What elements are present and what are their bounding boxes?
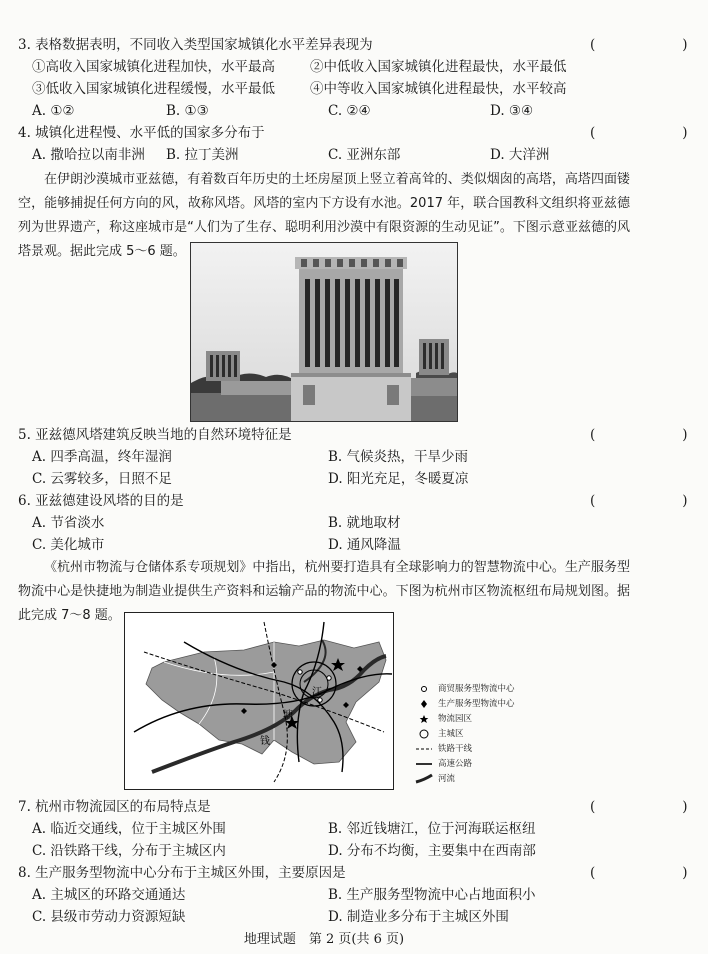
option-a: A. 临近交通线，位于主城区外围 (32, 821, 226, 837)
river-label-tang: 塘 (283, 710, 293, 721)
question-7-stem-line (0, 796, 708, 818)
question-3-statements-row (0, 56, 648, 78)
page-footer: 地理试题 第 2 页(共 6 页) (243, 932, 405, 947)
question-4-stem: 4. 城镇化进程慢、水平低的国家多分布于 (18, 125, 265, 141)
question-7-options-row (0, 840, 648, 862)
option-d: D. 通风降温 (328, 537, 401, 553)
option-b: B. 气候炎热，干旱少雨 (328, 449, 469, 465)
answer-bracket: ( ) (590, 865, 708, 881)
statement-3: ③低收入国家城镇化进程缓慢，水平最低 (32, 81, 275, 97)
question-3-statements-row (0, 78, 648, 100)
river-label-jiang: 江 (312, 687, 322, 698)
answer-bracket: ( ) (590, 427, 708, 443)
question-4-options (0, 144, 648, 166)
windcatcher-photo (190, 242, 458, 422)
question-3-options (0, 100, 648, 122)
option-b: B. 拉丁美洲 (166, 147, 239, 163)
option-c: C. 县级市劳动力资源短缺 (32, 909, 186, 925)
legend-label: 河流 (438, 774, 456, 784)
question-8-options-row (0, 906, 648, 928)
option-d: D. ③④ (490, 103, 534, 119)
statement-2: ②中低收入国家城镇化进程最快，水平最低 (310, 59, 567, 75)
option-b: B. ①③ (166, 103, 209, 119)
river-icon (416, 770, 432, 788)
question-8-stem: 8. 生产服务型物流中心分布于主城区外围，主要原因是 (18, 865, 346, 881)
reading-passage-windcatcher: 在伊朗沙漠城市亚兹德，有着数百年历史的土坯房屋顶上竖立着高耸的、类似烟囱的高塔，高塔四面镂空，能够捕捉任何方向的风，故称风塔。风塔的室内下方设有水池。2017 年，联合国教科文组织将亚兹德列为世界遗产，称这座城市是“人们为了生存、聪明利用沙漠中有限资源的生动见证”。下图示意亚兹德的风塔景观。据此完成 5～6 题。 (18, 172, 630, 259)
option-c: C. ②④ (328, 103, 371, 119)
legend-label: 铁路干线 (438, 744, 473, 754)
question-6-stem: 6. 亚兹德建设风塔的目的是 (18, 493, 184, 509)
option-a: A. 四季高温，终年湿润 (32, 449, 172, 465)
reading-passage-logistics: 《杭州市物流与仓储体系专项规划》中指出，杭州要打造具有全球影响力的智慧物流中心。生产服务型物流中心是快捷地为制造业提供生产资料和运输产品的物流中心。下图为杭州市区物流枢纽布局规划图。据此完成 7～8 题。 (18, 560, 630, 623)
answer-bracket: ( ) (590, 493, 708, 509)
logistics-map-figure (124, 612, 524, 790)
question-6-options-row (0, 534, 648, 556)
legend-label: 物流园区 (438, 714, 473, 724)
option-b: B. 生产服务型物流中心占地面积小 (328, 887, 536, 903)
statement-1: ①高收入国家城镇化进程加快，水平最高 (32, 59, 275, 75)
question-8-options-row (0, 884, 648, 906)
map-legend (416, 680, 524, 790)
river-label-qian: 钱 (260, 736, 270, 747)
question-3-stem-line (0, 34, 708, 56)
option-c: C. 沿铁路干线，分布于主城区内 (32, 843, 226, 859)
option-b: B. 就地取材 (328, 515, 401, 531)
answer-bracket: ( ) (590, 799, 708, 815)
hangzhou-logistics-map (124, 612, 394, 790)
question-6-options-row (0, 512, 648, 534)
option-a: A. 节省淡水 (32, 515, 105, 531)
option-a: A. 撒哈拉以南非洲 (32, 147, 145, 163)
question-5-options-row (0, 468, 648, 490)
question-5-stem: 5. 亚兹德风塔建筑反映当地的自然环境特征是 (18, 427, 292, 443)
option-d: D. 分布不均衡，主要集中在西南部 (328, 843, 536, 859)
statement-4: ④中等收入国家城镇化进程最快，水平较高 (310, 81, 567, 97)
question-8-stem-line (0, 862, 708, 884)
option-c: C. 亚洲东部 (328, 147, 401, 163)
option-c: C. 美化城市 (32, 537, 105, 553)
answer-bracket: ( ) (590, 125, 708, 141)
legend-label: 商贸服务型物流中心 (438, 684, 515, 694)
legend-label: 高速公路 (438, 759, 473, 769)
option-a: A. 主城区的环路交通通达 (32, 887, 186, 903)
question-5-options-row (0, 446, 648, 468)
question-5-stem-line (0, 424, 708, 446)
question-7-stem: 7. 杭州市物流园区的布局特点是 (18, 799, 211, 815)
option-d: D. 制造业多分布于主城区外围 (328, 909, 509, 925)
option-d: D. 阳光充足，冬暖夏凉 (328, 471, 469, 487)
question-7-options-row (0, 818, 648, 840)
option-b: B. 邻近钱塘江，位于河海联运枢纽 (328, 821, 536, 837)
option-c: C. 云雾较多，日照不足 (32, 471, 172, 487)
option-d: D. 大洋洲 (490, 147, 550, 163)
legend-label: 主城区 (438, 729, 464, 739)
option-a: A. ①② (32, 103, 75, 119)
question-3-stem: 3. 表格数据表明，不同收入类型国家城镇化水平差异表现为 (18, 37, 373, 53)
question-4-stem-line (0, 122, 708, 144)
answer-bracket: ( ) (590, 37, 708, 53)
legend-label: 生产服务型物流中心 (438, 699, 515, 709)
question-6-stem-line (0, 490, 708, 512)
